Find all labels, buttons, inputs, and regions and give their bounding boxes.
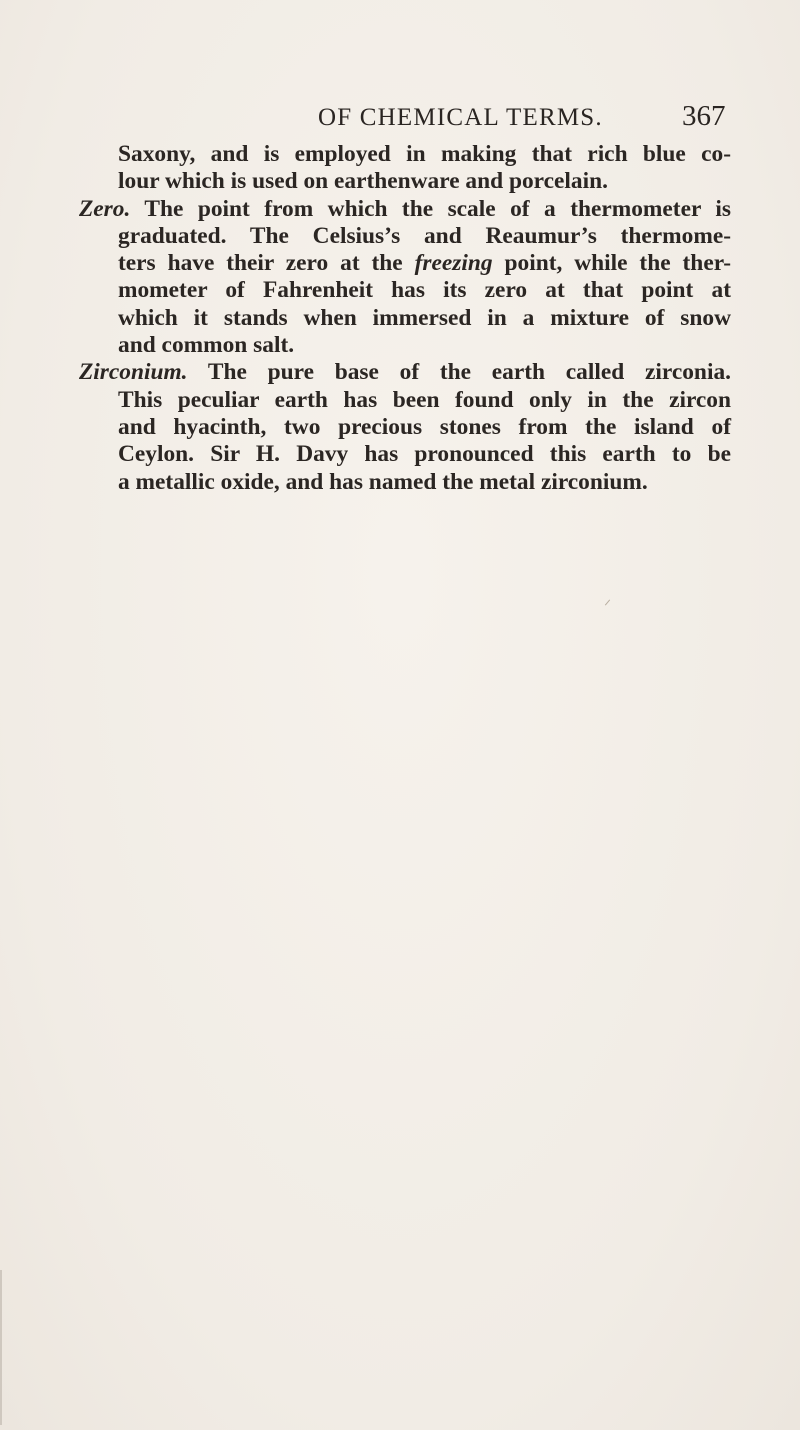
entry-zirconium <box>79 359 731 386</box>
text-line: lour which is used on earthenware and porcelain. <box>118 168 608 195</box>
text-span: The pure base of the earth called zirconia. <box>187 359 731 386</box>
page-body <box>79 141 731 496</box>
text-line: which it stands when immersed in a mixture of snow <box>118 304 731 331</box>
text-line: a metallic oxide, and has named the metal zirconium. <box>118 468 648 495</box>
entry-term: Zirconium. <box>79 359 188 386</box>
text-span: point, while the ther- <box>492 250 731 277</box>
text-line: and common salt. <box>118 332 295 359</box>
text-span: The point from which the scale of a thermometer is <box>130 195 731 222</box>
text-line: This peculiar earth has been found only in the zircon <box>118 386 731 413</box>
paper-speck <box>605 599 610 605</box>
entry-term: Zero. <box>79 195 131 222</box>
text-span: ters have their zero at the <box>118 250 415 277</box>
text-line: and hyacinth, two precious stones from the island of <box>118 413 731 440</box>
gutter-shadow <box>0 1270 2 1425</box>
text-line: Ceylon. Sir H. Davy has pronounced this earth to be <box>118 441 731 468</box>
italic-word: freezing <box>414 250 493 277</box>
running-head: OF CHEMICAL TERMS. <box>318 104 603 131</box>
entry-zero <box>79 196 731 223</box>
text-line: graduated. The Celsius’s and Reaumur’s thermome- <box>118 222 731 249</box>
text-line: Saxony, and is employed in making that rich blue co- <box>118 141 731 167</box>
text-line <box>79 250 731 277</box>
text-line: mometer of Fahrenheit has its zero at that point at <box>118 277 731 304</box>
page-number: 367 <box>682 100 726 132</box>
